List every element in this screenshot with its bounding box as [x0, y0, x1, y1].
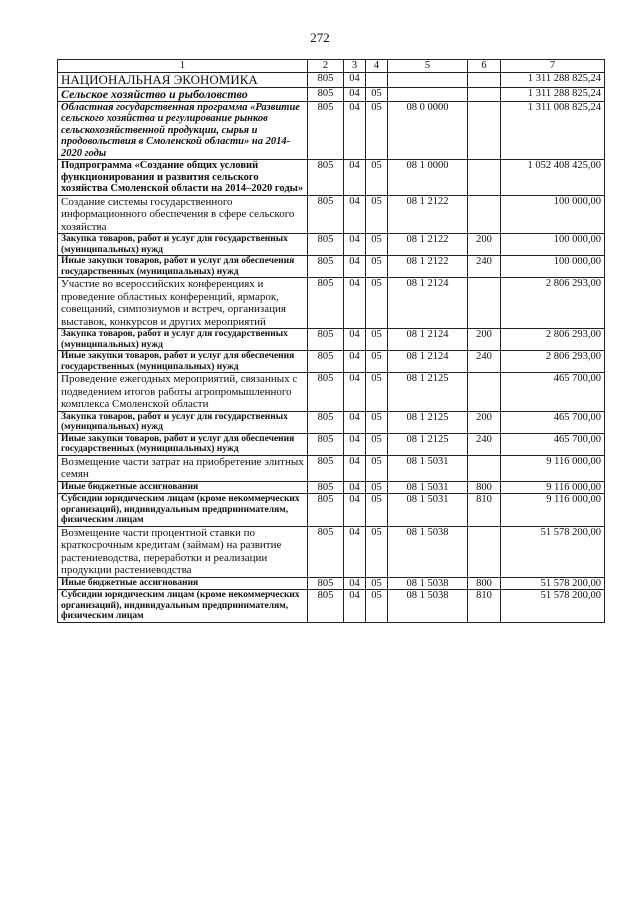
row-target-article: 08 1 5038 [388, 577, 468, 590]
row-section-code: 04 [344, 234, 366, 256]
row-ministry-code: 805 [308, 234, 344, 256]
row-section-code: 04 [344, 590, 366, 623]
row-target-article: 08 1 5031 [388, 455, 468, 481]
row-target-article [388, 72, 468, 87]
row-amount: 465 700,00 [501, 373, 605, 412]
row-ministry-code: 805 [308, 411, 344, 433]
row-ministry-code: 805 [308, 433, 344, 455]
header-cell-1: 1 [58, 60, 308, 73]
row-section-code: 04 [344, 411, 366, 433]
table-row [58, 351, 605, 373]
row-name: Иные бюджетные ассигнования [58, 481, 308, 494]
table-row [58, 433, 605, 455]
table-row [58, 577, 605, 590]
row-ministry-code: 805 [308, 494, 344, 527]
row-amount: 51 578 200,00 [501, 590, 605, 623]
row-ministry-code: 805 [308, 351, 344, 373]
table-header-row [58, 60, 605, 73]
row-section-code: 04 [344, 160, 366, 196]
row-ministry-code: 805 [308, 329, 344, 351]
row-target-article: 08 1 2125 [388, 433, 468, 455]
row-subsection-code [366, 72, 388, 87]
row-name: Закупка товаров, работ и услуг для государственных (муниципальных) нужд [58, 329, 308, 351]
row-expense-type: 810 [468, 494, 501, 527]
row-subsection-code: 05 [366, 590, 388, 623]
table-row [58, 195, 605, 234]
header-cell-5: 5 [388, 60, 468, 73]
row-section-code: 04 [344, 351, 366, 373]
row-name: Участие во всероссийских конференциях и проведение областных конференций, ярмарок, совещаний, симпозиумов и встреч, организация выставок, конкурсов и других мероприятий [58, 278, 308, 329]
row-amount: 465 700,00 [501, 411, 605, 433]
row-subsection-code: 05 [366, 234, 388, 256]
row-subsection-code: 05 [366, 455, 388, 481]
row-section-code: 04 [344, 433, 366, 455]
table-row [58, 160, 605, 196]
row-ministry-code: 805 [308, 195, 344, 234]
table-row [58, 72, 605, 87]
row-section-code: 04 [344, 278, 366, 329]
row-name: Возмещение части затрат на приобретение элитных семян [58, 455, 308, 481]
row-target-article: 08 1 5038 [388, 590, 468, 623]
row-expense-type [468, 87, 501, 101]
row-target-article: 08 1 2122 [388, 234, 468, 256]
row-amount: 2 806 293,00 [501, 278, 605, 329]
row-amount: 51 578 200,00 [501, 577, 605, 590]
row-target-article: 08 1 2125 [388, 411, 468, 433]
row-target-article: 08 0 0000 [388, 101, 468, 160]
table-row [58, 87, 605, 101]
row-subsection-code: 05 [366, 101, 388, 160]
row-target-article [388, 87, 468, 101]
row-amount: 1 052 408 425,00 [501, 160, 605, 196]
row-ministry-code: 805 [308, 526, 344, 577]
table-row [58, 373, 605, 412]
row-ministry-code: 805 [308, 455, 344, 481]
row-name: Проведение ежегодных мероприятий, связанных с подведением итогов работы агропромышленного комплекса Смоленской области [58, 373, 308, 412]
header-cell-3: 3 [344, 60, 366, 73]
table-row [58, 256, 605, 278]
row-amount: 100 000,00 [501, 256, 605, 278]
row-name: Субсидии юридическим лицам (кроме некоммерческих организаций), индивидуальным предпринимателям, физическим лицам [58, 590, 308, 623]
row-subsection-code: 05 [366, 195, 388, 234]
row-expense-type: 200 [468, 234, 501, 256]
row-amount: 1 311 288 825,24 [501, 87, 605, 101]
row-subsection-code: 05 [366, 160, 388, 196]
row-section-code: 04 [344, 526, 366, 577]
row-name: Возмещение части процентной ставки по краткосрочным кредитам (займам) на развитие растениеводства, переработки и реализации продукции растениеводства [58, 526, 308, 577]
row-amount: 9 116 000,00 [501, 455, 605, 481]
row-section-code: 04 [344, 481, 366, 494]
row-ministry-code: 805 [308, 160, 344, 196]
row-name: НАЦИОНАЛЬНАЯ ЭКОНОМИКА [58, 72, 308, 87]
row-subsection-code: 05 [366, 278, 388, 329]
table-row [58, 590, 605, 623]
row-section-code: 04 [344, 455, 366, 481]
row-name: Создание системы государственного информационного обеспечения в сфере сельского хозяйства [58, 195, 308, 234]
table-row [58, 526, 605, 577]
row-expense-type: 810 [468, 590, 501, 623]
row-target-article: 08 1 2124 [388, 351, 468, 373]
row-amount: 1 311 008 825,24 [501, 101, 605, 160]
row-section-code: 04 [344, 195, 366, 234]
row-expense-type [468, 195, 501, 234]
row-target-article: 08 1 5031 [388, 494, 468, 527]
table-row [58, 411, 605, 433]
row-target-article: 08 1 2125 [388, 373, 468, 412]
row-subsection-code: 05 [366, 256, 388, 278]
row-amount: 2 806 293,00 [501, 351, 605, 373]
row-expense-type: 800 [468, 481, 501, 494]
row-section-code: 04 [344, 87, 366, 101]
row-expense-type: 240 [468, 433, 501, 455]
row-expense-type [468, 160, 501, 196]
row-name: Иные закупки товаров, работ и услуг для обеспечения государственных (муниципальных) нужд [58, 351, 308, 373]
row-name: Субсидии юридическим лицам (кроме некоммерческих организаций), индивидуальным предпринимателям, физическим лицам [58, 494, 308, 527]
row-target-article: 08 1 5038 [388, 526, 468, 577]
row-ministry-code: 805 [308, 256, 344, 278]
row-target-article: 08 1 2122 [388, 256, 468, 278]
row-amount: 51 578 200,00 [501, 526, 605, 577]
table-row [58, 494, 605, 527]
row-target-article: 08 1 2124 [388, 329, 468, 351]
row-expense-type [468, 455, 501, 481]
row-ministry-code: 805 [308, 101, 344, 160]
row-subsection-code: 05 [366, 373, 388, 412]
row-ministry-code: 805 [308, 590, 344, 623]
row-amount: 1 311 288 825,24 [501, 72, 605, 87]
row-expense-type [468, 373, 501, 412]
row-expense-type [468, 526, 501, 577]
row-subsection-code: 05 [366, 526, 388, 577]
row-subsection-code: 05 [366, 494, 388, 527]
header-cell-2: 2 [308, 60, 344, 73]
table-row [58, 278, 605, 329]
row-section-code: 04 [344, 329, 366, 351]
row-target-article: 08 1 2122 [388, 195, 468, 234]
row-name: Закупка товаров, работ и услуг для государственных (муниципальных) нужд [58, 234, 308, 256]
row-target-article: 08 1 5031 [388, 481, 468, 494]
row-expense-type: 200 [468, 411, 501, 433]
row-section-code: 04 [344, 577, 366, 590]
row-expense-type: 200 [468, 329, 501, 351]
row-amount: 100 000,00 [501, 234, 605, 256]
row-target-article: 08 1 0000 [388, 160, 468, 196]
row-subsection-code: 05 [366, 411, 388, 433]
row-ministry-code: 805 [308, 87, 344, 101]
header-cell-6: 6 [468, 60, 501, 73]
row-section-code: 04 [344, 494, 366, 527]
row-name: Закупка товаров, работ и услуг для государственных (муниципальных) нужд [58, 411, 308, 433]
row-name: Иные закупки товаров, работ и услуг для обеспечения государственных (муниципальных) нужд [58, 256, 308, 278]
row-subsection-code: 05 [366, 329, 388, 351]
row-expense-type: 240 [468, 351, 501, 373]
table-row [58, 329, 605, 351]
row-expense-type: 240 [468, 256, 501, 278]
row-section-code: 04 [344, 373, 366, 412]
row-subsection-code: 05 [366, 433, 388, 455]
row-ministry-code: 805 [308, 577, 344, 590]
row-section-code: 04 [344, 256, 366, 278]
budget-table [57, 59, 605, 623]
row-name: Иные закупки товаров, работ и услуг для обеспечения государственных (муниципальных) нужд [58, 433, 308, 455]
row-name: Иные бюджетные ассигнования [58, 577, 308, 590]
table-row [58, 234, 605, 256]
row-subsection-code: 05 [366, 577, 388, 590]
row-ministry-code: 805 [308, 481, 344, 494]
row-section-code: 04 [344, 101, 366, 160]
row-amount: 9 116 000,00 [501, 481, 605, 494]
row-subsection-code: 05 [366, 87, 388, 101]
row-expense-type: 800 [468, 577, 501, 590]
row-ministry-code: 805 [308, 72, 344, 87]
table-row [58, 481, 605, 494]
table-row [58, 101, 605, 160]
row-amount: 100 000,00 [501, 195, 605, 234]
header-cell-7: 7 [501, 60, 605, 73]
row-amount: 465 700,00 [501, 433, 605, 455]
row-ministry-code: 805 [308, 373, 344, 412]
row-name: Подпрограмма «Создание общих условий функционирования и развития сельского хозяйства Смоленской области на 2014–2020 годы» [58, 160, 308, 196]
header-cell-4: 4 [366, 60, 388, 73]
row-target-article: 08 1 2124 [388, 278, 468, 329]
row-subsection-code: 05 [366, 481, 388, 494]
row-name: Сельское хозяйство и рыболовство [58, 87, 308, 101]
row-expense-type [468, 101, 501, 160]
row-amount: 9 116 000,00 [501, 494, 605, 527]
row-expense-type [468, 72, 501, 87]
table-row [58, 455, 605, 481]
row-ministry-code: 805 [308, 278, 344, 329]
row-section-code: 04 [344, 72, 366, 87]
row-subsection-code: 05 [366, 351, 388, 373]
row-expense-type [468, 278, 501, 329]
page-number: 272 [310, 30, 330, 45]
row-name: Областная государственная программа «Развитие сельского хозяйства и регулирование рынков сельскохозяйственной продукции, сырья и продовольствия в Смоленской области» на 2014-2020 годы [58, 101, 308, 160]
row-amount: 2 806 293,00 [501, 329, 605, 351]
